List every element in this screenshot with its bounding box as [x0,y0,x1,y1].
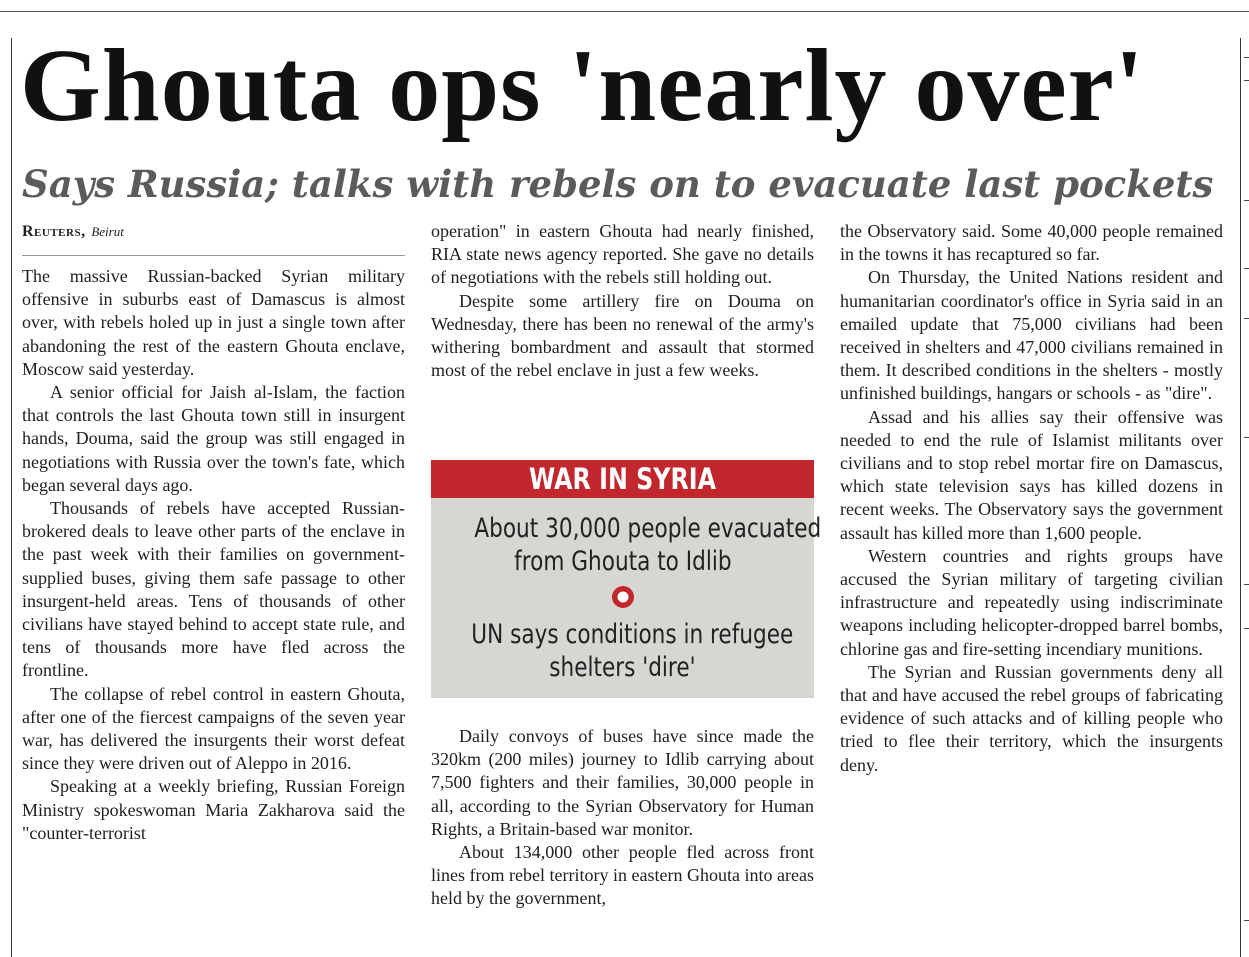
byline-location: Beirut [91,224,124,239]
edge-tick [1244,584,1249,585]
edge-tick [1244,57,1249,58]
top-rule [0,11,1249,12]
edge-tick [1244,437,1249,438]
byline [22,220,405,244]
column-1-body [22,265,405,845]
infobox-line: About 30,000 people evacuated [474,513,822,544]
infobox-item-evacuated [431,512,822,578]
infobox-header: WAR IN SYRIA [465,460,779,498]
paragraph: operation" in eastern Ghouta had nearly finished, RIA state news agency reported. She gave no details of negotiations with the rebels still holding out. [431,221,814,288]
article-column-1 [22,220,405,843]
column-2-body-top [431,220,814,382]
right-page-rule [1240,38,1241,957]
edge-tick [1244,268,1249,269]
edge-tick [1244,200,1249,201]
paragraph: Western countries and rights groups have accused the Syrian military of targeting civilian infrastructure and repeatedly using indiscriminate weapons including helicopter-dropped barrel bombs, chlorine gas and fire-setting incendiary munitions. [840,545,1223,659]
paragraph: The massive Russian-backed Syrian military offensive in suburbs east of Damascus is almost over, with rebels holed up in just a single town after abandoning the rest of the eastern Ghouta enclave, Moscow said yesterday. [22,266,405,379]
infobox-line: shelters 'dire' [549,652,696,683]
paragraph: A senior official for Jaish al-Islam, the faction that controls the last Ghouta town still in insurgent hands, Douma, said the group was still engaged in negotiations with Russia over the town's fate, which began several days ago. [22,382,405,495]
paragraph: Thousands of rebels have accepted Russian-brokered deals to leave other parts of the enclave in the past week with their families on government-supplied buses, giving them safe passage to other insurgent-held areas. Tens of thousands of other civilians have stayed behind to accept state rule, and tens of thousands more have fled across the frontline. [22,498,405,681]
paragraph: About 134,000 other people fled across front lines from rebel territory in eastern Ghouta into areas held by the government, [431,842,814,909]
left-page-rule [11,38,12,957]
infobox-item-shelters [431,618,814,684]
infobox-line: from Ghouta to Idlib [513,546,732,577]
byline-divider [22,255,405,256]
paragraph: Daily convoys of buses have since made the 320km (200 miles) journey to Idlib carrying about 7,500 fighters and their families, 30,000 people in all, according to the Syrian Observatory for Human Rights, a Britain-based war monitor. [431,726,814,839]
subheadline: Says Russia; talks with rebels on to evacuate last pockets [22,162,1214,206]
paragraph: Assad and his allies say their offensive was needed to end the rule of Islamist militants over civilians and to stop rebel mortar fire on Damascus, which state television says has killed dozens in recent weeks. The Observatory says the government assault has killed more than 1,600 people. [840,406,1223,543]
war-in-syria-infobox [431,460,822,698]
paragraph: Speaking at a weekly briefing, Russian Foreign Ministry spokeswoman Maria Zakharova said the "counter-terrorist [22,776,405,843]
target-icon [610,584,636,610]
column-3-body [840,220,1223,777]
column-2-body-bottom [431,725,814,911]
paragraph: The Syrian and Russian governments deny all that and have accused the rebel groups of fabricating evidence of such attacks and of killing people who tried to flee their territory, which the insurgents deny. [840,661,1223,775]
paragraph: The collapse of rebel control in eastern Ghouta, after one of the fiercest campaigns of the seven year war, has delivered the insurgents their worst defeat since they were driven out of Aleppo in 2016. [22,683,405,774]
paragraph: Despite some artillery fire on Douma on Wednesday, there has been no renewal of the army's withering bombardment and assault that stormed most of the rebel enclave in just a few weeks. [431,290,814,381]
paragraph: the Observatory said. Some 40,000 people remained in the towns it has recaptured so far. [840,221,1223,265]
headline: Ghouta ops 'nearly over' [20,28,1145,143]
edge-tick [1244,920,1249,921]
byline-source: Reuters, [22,223,86,240]
infobox-line: UN says conditions in refugee [471,619,794,650]
edge-tick [1244,80,1249,81]
paragraph: On Thursday, the United Nations resident and humanitarian coordinator's office in Syria said in an emailed update that 75,000 civilians had been received in shelters and 47,000 civilians remained in them. It described conditions in the shelters - mostly unfinished buildings, hangars or schools - as "dire". [840,267,1223,404]
edge-tick [1244,318,1249,319]
edge-tick [1244,628,1249,629]
